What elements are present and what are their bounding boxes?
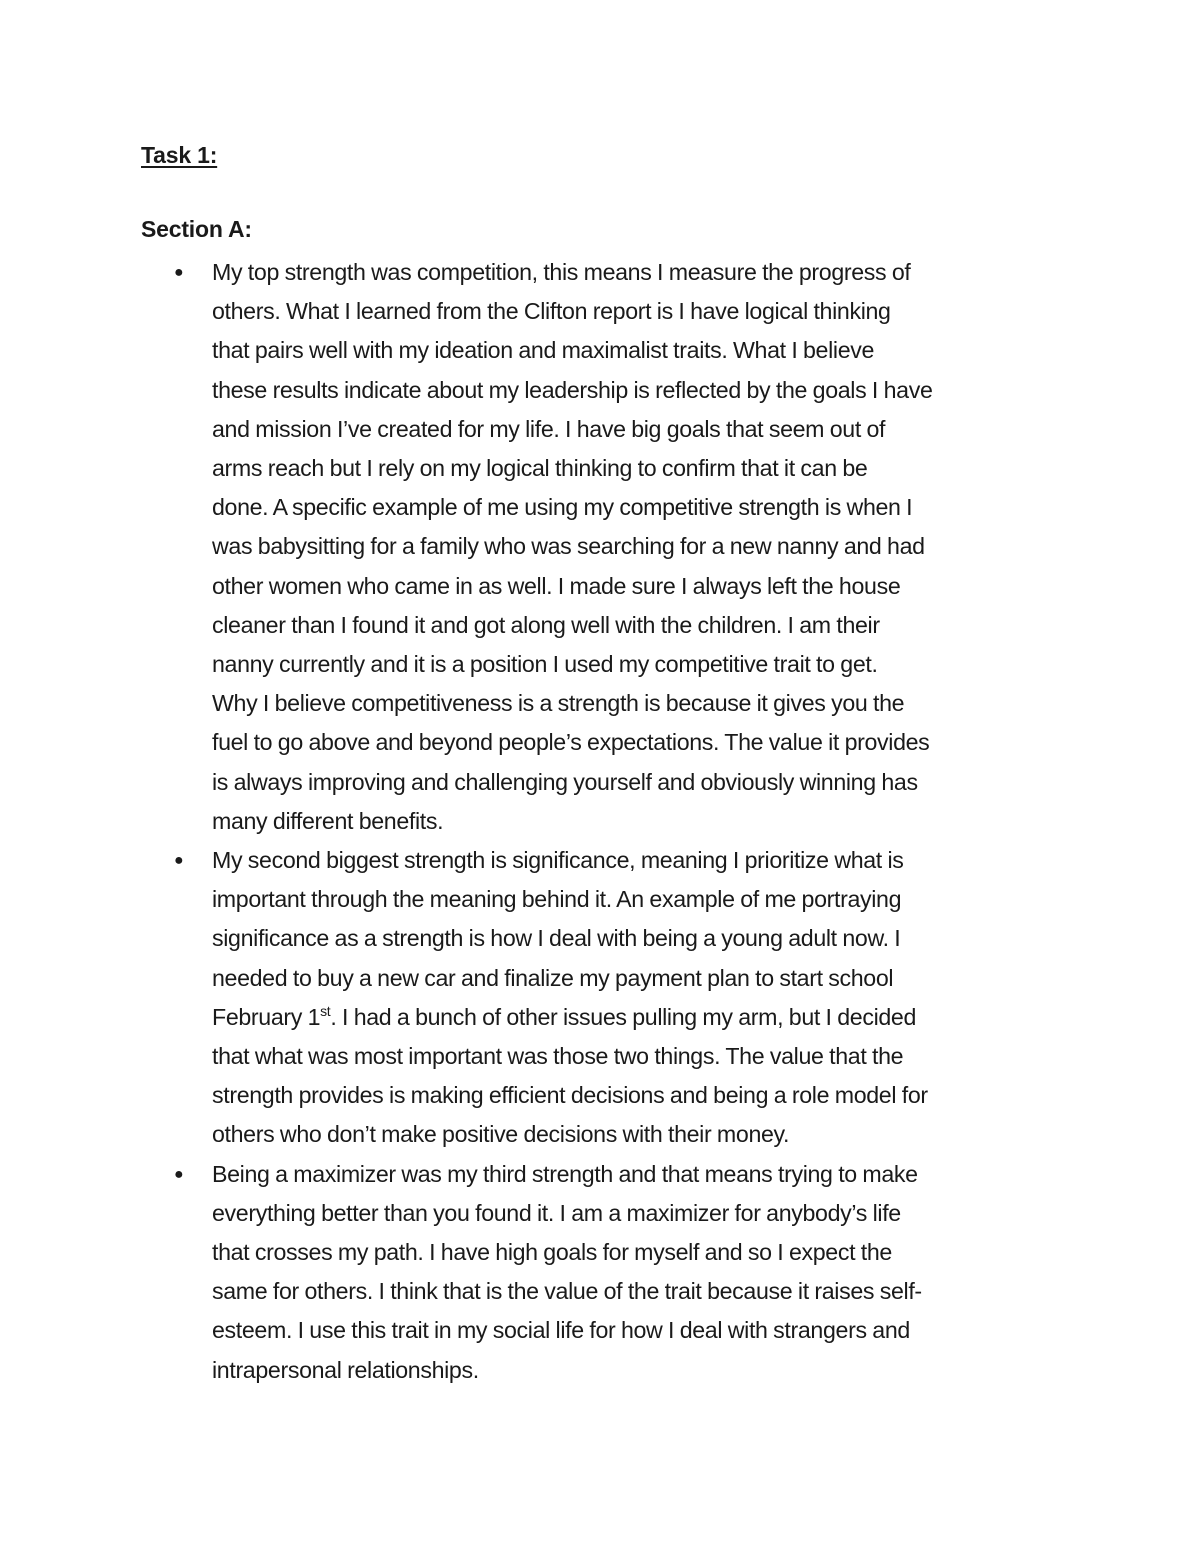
text-line: needed to buy a new car and finalize my payment plan to start school <box>212 964 894 991</box>
bullet-text <box>212 253 1072 841</box>
text-line: My second biggest strength is significance, meaning I prioritize what is <box>212 847 904 874</box>
text-line: nanny currently and it is a position I used my competitive trait to get. <box>212 651 878 678</box>
text-line: done. A specific example of me using my competitive strength is when I <box>212 494 913 521</box>
bullet-text <box>212 1155 1072 1390</box>
bullet-dot-icon: ● <box>174 852 184 870</box>
text-line: was babysitting for a family who was searching for a new nanny and had <box>212 533 925 560</box>
text-line: is always improving and challenging yourself and obviously winning has <box>212 768 918 795</box>
text-line: others who don’t make positive decisions with their money. <box>212 1121 790 1148</box>
text-line: everything better than you found it. I am a maximizer for anybody’s life <box>212 1199 901 1226</box>
bullet-dot-icon: ● <box>174 1165 184 1183</box>
strengths-list <box>174 253 1072 1390</box>
text-line: many different benefits. <box>212 807 444 834</box>
text-line: and mission I’ve created for my life. I have big goals that seem out of <box>212 415 886 442</box>
bullet-text <box>212 841 1072 1155</box>
date-line-rest: . I had a bunch of other issues pulling my arm, but I decided <box>330 1003 917 1030</box>
text-line: Why I believe competitiveness is a strength is because it gives you the <box>212 690 905 717</box>
text-line: significance as a strength is how I deal with being a young adult now. I <box>212 925 901 952</box>
section-title: Section A: <box>141 216 252 242</box>
text-line: strength provides is making efficient decisions and being a role model for <box>212 1082 928 1109</box>
text-line: that what was most important was those two things. The value that the <box>212 1043 904 1070</box>
text-line: others. What I learned from the Clifton report is I have logical thinking <box>212 298 891 325</box>
text-line: My top strength was competition, this means I measure the progress of <box>212 259 911 285</box>
text-line: that crosses my path. I have high goals for myself and so I expect the <box>212 1239 892 1266</box>
list-item-significance <box>174 841 1072 1155</box>
text-line: fuel to go above and beyond people’s expectations. The value it provides <box>212 729 930 756</box>
text-line: arms reach but I rely on my logical thinking to confirm that it can be <box>212 455 868 482</box>
text-line: important through the meaning behind it. An example of me portraying <box>212 886 902 913</box>
text-line: same for others. I think that is the value of the trait because it raises self- <box>212 1278 922 1305</box>
ordinal-suffix: st <box>320 1002 331 1019</box>
text-line: these results indicate about my leadership is reflected by the goals I have <box>212 376 933 403</box>
task-title: Task 1: <box>141 142 218 168</box>
text-line: Being a maximizer was my third strength and that means trying to make <box>212 1160 918 1187</box>
text-line: other women who came in as well. I made sure I always left the house <box>212 572 901 599</box>
text-line: that pairs well with my ideation and maximalist traits. What I believe <box>212 337 875 364</box>
text-line: cleaner than I found it and got along well with the children. I am their <box>212 611 880 638</box>
list-item-competition <box>174 253 1072 841</box>
text-line: intrapersonal relationships. <box>212 1356 479 1383</box>
text-line: esteem. I use this trait in my social life for how I deal with strangers and <box>212 1317 910 1344</box>
bullet-dot-icon: ● <box>174 264 184 281</box>
list-item-maximizer <box>174 1155 1072 1390</box>
date-text: February 1 <box>212 1003 321 1030</box>
text-line-date <box>212 998 1072 1037</box>
